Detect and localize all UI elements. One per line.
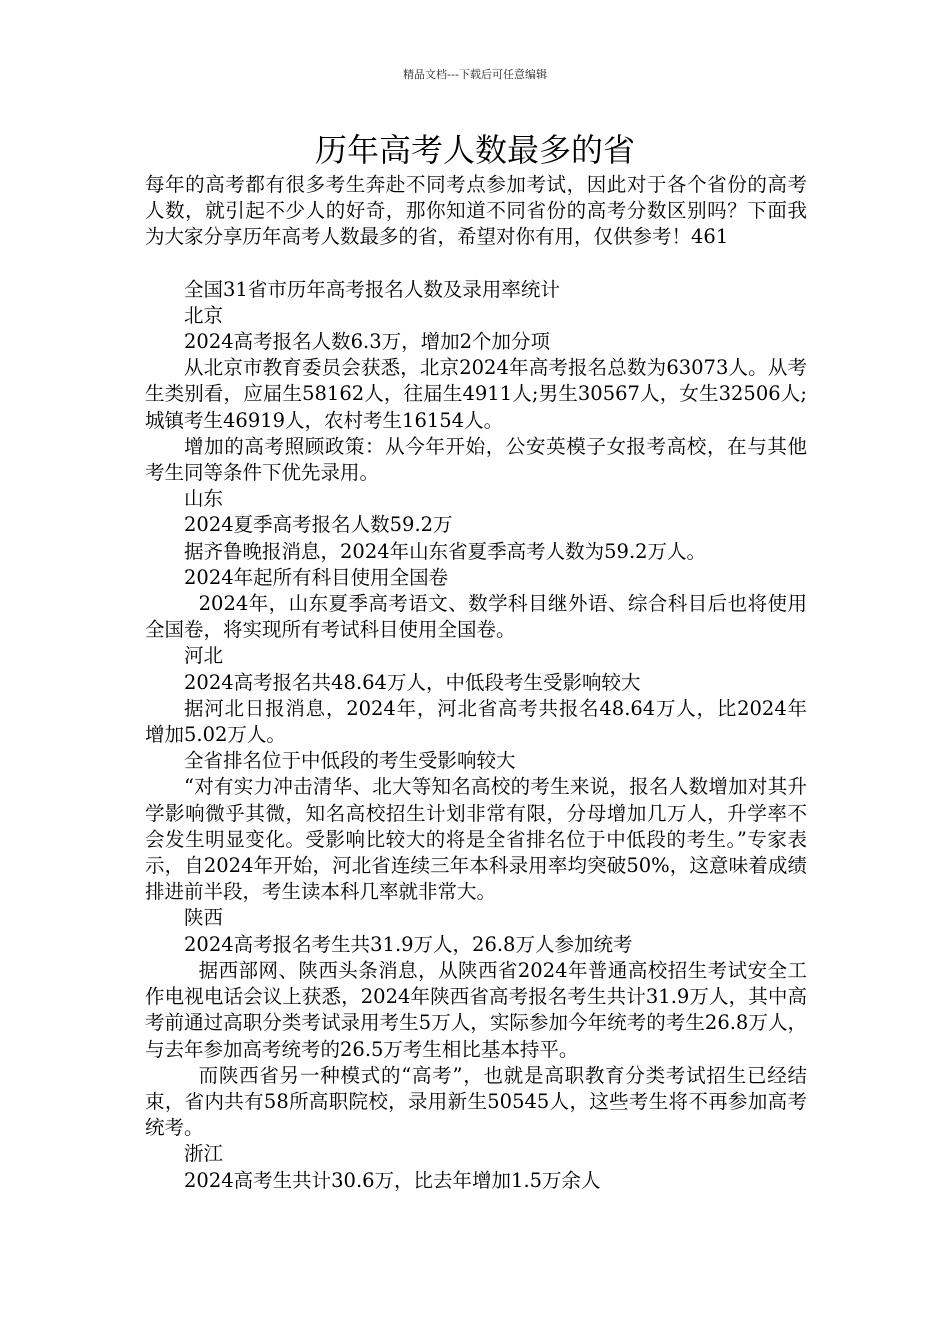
province-name-zhejiang: 浙江 [184,1142,224,1166]
shaanxi-paragraph-1: 据西部网、陕西头条消息，从陕西省2024年普通高校招生考试安全工作电视电话会议上获悉，2024年陕西省高考报名考生共计31.9万人，其中高考前通过高职分类考试录用考生5万人，实际参加今年统考的考生26.8万人，与去年参加高考统考的26.5万考生相比基本持平。 [145,958,807,1061]
hebei-headline: 2024高考报名共48.64万人，中低段考生受影响较大 [184,670,641,694]
section-heading: 全国31省市历年高考报名人数及录用率统计 [184,277,560,301]
province-name-hebei: 河北 [184,644,224,668]
hebei-paragraph-2: “对有实力冲击清华、北大等知名高校的考生来说，报名人数增加对其升学影响微乎其微，知名高校招生计划非常有限，分母增加几万人，升学率不会发生明显变化。受影响比较大的将是全省排名位于中低段的考生。”专家表示，自2024年开始，河北省连续三年本科录用率均突破50%，这意味着成绩排进前半段，考生读本科几率就非常大。 [145,775,807,904]
hebei-paragraph-1: 据河北日报消息，2024年，河北省高考共报名48.64万人，比2024年增加5.02万人。 [145,696,807,747]
page-header-note: 精品文档---下载后可任意编辑 [403,68,547,81]
province-name-shaanxi: 陕西 [184,906,224,930]
province-name-shandong: 山东 [184,487,224,511]
shaanxi-headline: 2024高考报名考生共31.9万人，26.8万人参加统考 [184,932,633,956]
shandong-paragraph-2: 2024年，山东夏季高考语文、数学科目继外语、综合科目后也将使用全国卷，将实现所有考试科目使用全国卷。 [145,592,807,642]
beijing-headline: 2024高考报名人数6.3万，增加2个加分项 [184,330,551,354]
blank-line [145,251,807,277]
shandong-headline: 2024夏季高考报名人数59.2万 [184,513,453,537]
shaanxi-paragraph-2: 而陕西省另一种模式的“高考”，也就是高职教育分类考试招生已经结束，省内共有58所高职院校，录用新生50545人，这些考生将不再参加高考统考。 [145,1063,807,1140]
document-title: 历年高考人数最多的省 [314,131,635,169]
intro-paragraph: 每年的高考都有很多考生奔赴不同考点参加考试，因此对于各个省份的高考人数，就引起不少人的好奇，那你知道不同省份的高考分数区别吗？下面我为大家分享历年高考人数最多的省，希望对你有用，仅供参考！461 [145,173,807,249]
shandong-subhead: 2024年起所有科目使用全国卷 [184,565,449,589]
beijing-paragraph-2: 增加的高考照顾政策：从今年开始，公安英模子女报考高校，在与其他考生同等条件下优先录用。 [145,434,807,485]
beijing-paragraph-1: 从北京市教育委员会获悉，北京2024年高考报名总数为63073人。从考生类别看，应届生58162人，往届生4911人;男生30567人，女生32506人;城镇考生46919人，农村考生16154人。 [145,356,807,432]
document-body [145,172,807,1194]
province-name-beijing: 北京 [184,303,224,327]
hebei-subhead: 全省排名位于中低段的考生受影响较大 [184,749,516,773]
shandong-paragraph-1: 据齐鲁晚报消息，2024年山东省夏季高考人数为59.2万人。 [184,539,707,563]
zhejiang-headline: 2024高考生共计30.6万，比去年增加1.5万余人 [184,1168,601,1192]
